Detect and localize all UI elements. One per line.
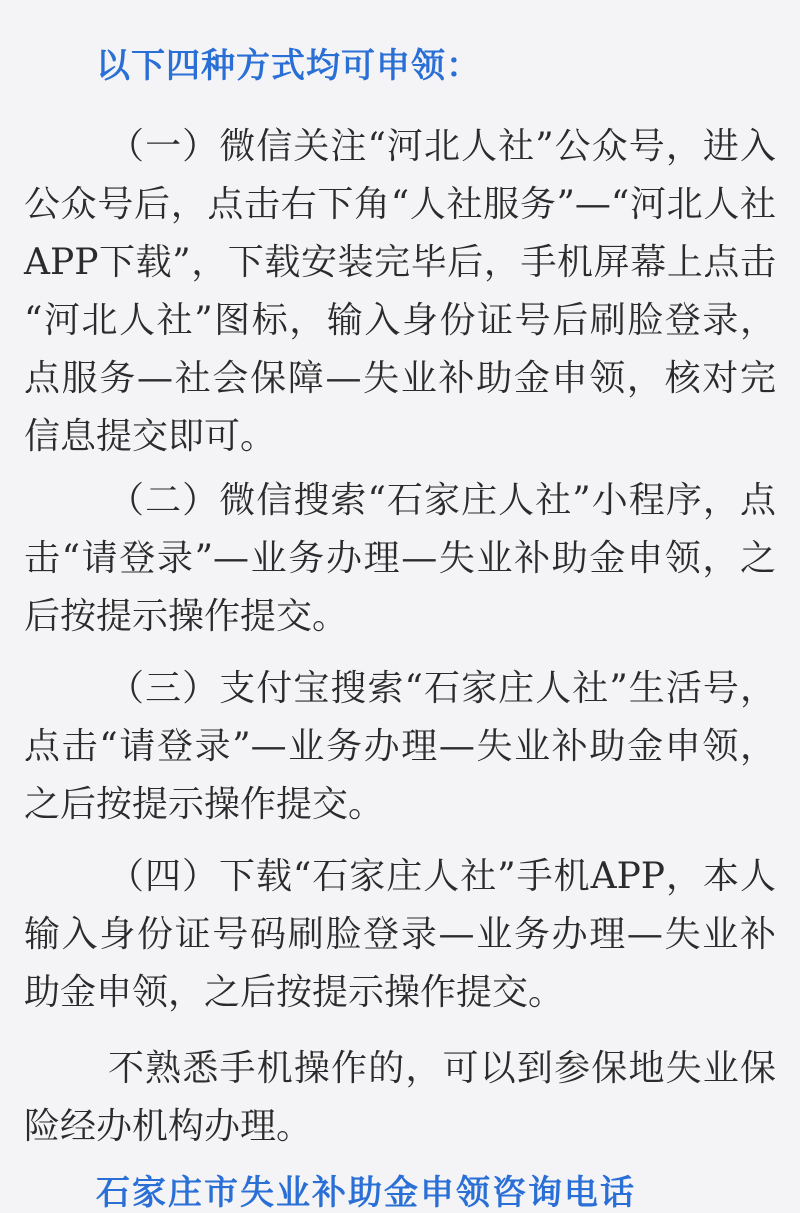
paragraph-line: 险经办机构办理。	[24, 1106, 313, 1147]
paragraph-line: 后按提示操作提交。	[24, 596, 349, 637]
method-three-paragraph	[24, 660, 776, 834]
paragraph-line: 点击“请登录”—业务办理—失业补助金申领，	[24, 726, 776, 767]
paragraph-line: 点服务—社会保障—失业补助金申领，核对完	[24, 358, 776, 399]
paragraph-line: 不熟悉手机操作的，可以到参保地失业保	[108, 1048, 776, 1089]
paragraph-line: 信息提交即可。	[24, 416, 277, 457]
paragraph-line: 击“请登录”—业务办理—失业补助金申领，之	[24, 538, 776, 579]
paragraph-line: APP下载”，下载安装完毕后，手机屏幕上点击	[24, 242, 776, 283]
paragraph-line: 助金申领，之后按提示操作提交。	[24, 972, 565, 1013]
method-two-paragraph	[24, 472, 776, 646]
paragraph-line: “河北人社”图标，输入身份证号后刷脸登录，	[24, 300, 776, 341]
method-one-paragraph	[24, 118, 776, 466]
paragraph-line: 公众号后，点击右下角“人社服务”—“河北人社	[24, 184, 776, 225]
next-heading-partial	[96, 1173, 766, 1213]
paragraph-line: （一）微信关注“河北人社”公众号，进入	[108, 126, 776, 167]
paragraph-line: 输入身份证号码刷脸登录—业务办理—失业补	[24, 914, 776, 955]
offline-option-paragraph	[24, 1040, 776, 1156]
paragraph-line: 之后按提示操作提交。	[24, 784, 385, 825]
paragraph-line: （四）下载“石家庄人社”手机APP，本人	[108, 856, 776, 897]
section-heading: 以下四种方式均可申领：	[96, 46, 481, 86]
paragraph-line: （三）支付宝搜索“石家庄人社”生活号，	[108, 668, 776, 709]
method-four-paragraph	[24, 848, 776, 1022]
paragraph-line: （二）微信搜索“石家庄人社”小程序，点	[108, 480, 776, 521]
next-heading-text: 石家庄市失业补助金申领咨询电话	[96, 1173, 636, 1213]
